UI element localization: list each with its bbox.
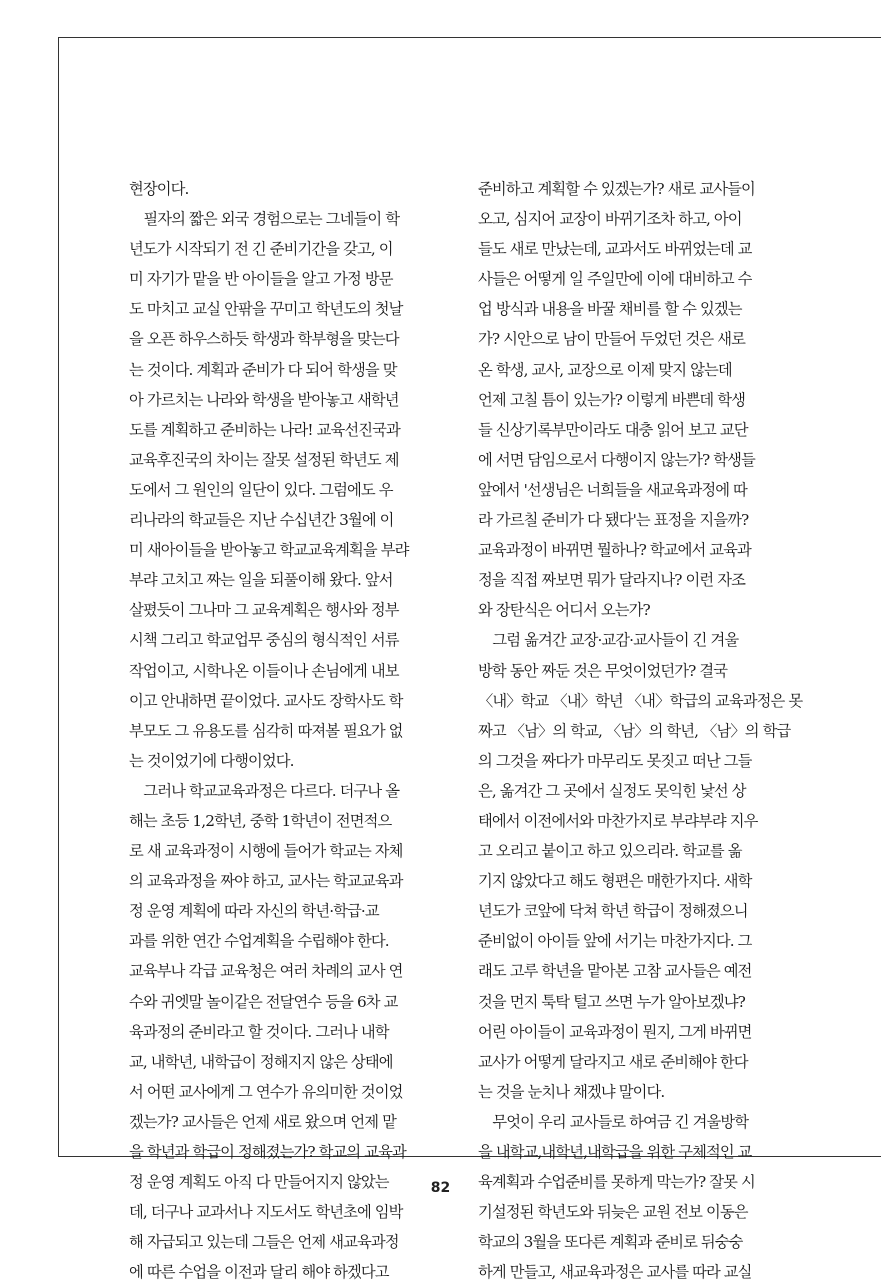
text-line: 아 가르치는 나라와 학생을 받아놓고 새학년	[129, 390, 399, 409]
text-line: 년도가 코앞에 닥쳐 학년 학급이 정해졌으니	[478, 902, 748, 921]
text-line: 〈내〉학교 〈내〉학년 〈내〉학급의 교육과정은 못	[478, 691, 803, 710]
text-line: 방학 동안 짜둔 것은 무엇이었던가? 결국	[478, 661, 728, 680]
text-line: 교육과정이 바뀌면 뭘하나? 학교에서 교육과	[478, 541, 751, 560]
text-line: 년도가 시작되기 전 긴 준비기간을 갖고, 이	[129, 240, 393, 259]
text-line: 앞에서 '선생님은 너희들을 새교육과정에 따	[478, 480, 747, 499]
text-line: 어린 아이들이 교육과정이 뭔지, 그게 바뀌면	[478, 1022, 752, 1041]
text-line: 는 것이다. 계획과 준비가 다 되어 학생을 맞	[129, 360, 397, 379]
text-line: 살폈듯이 그나마 그 교육계획은 행사와 정부	[129, 601, 399, 620]
text-line: 는 것이었기에 다행이었다.	[129, 751, 294, 770]
text-line: 정 운영 계획에 따라 자신의 학년·학급·교	[129, 902, 379, 921]
text-line: 무엇이 우리 교사들로 하여금 긴 겨울방학	[478, 1112, 749, 1131]
text-line: 와 장탄식은 어디서 오는가?	[478, 601, 650, 620]
text-line: 과를 위한 연간 수업계획을 수립해야 한다.	[129, 932, 389, 951]
text-line: 정 운영 계획도 아직 다 만들어지지 않았는	[129, 1173, 389, 1192]
text-line: 고 오리고 붙이고 하고 있으리라. 학교를 옮	[478, 842, 742, 861]
left-text-column	[129, 174, 484, 1287]
text-line: 온 학생, 교사, 교장으로 이제 맞지 않는데	[478, 360, 732, 379]
text-line: 은, 옮겨간 그 곳에서 실정도 못익힌 낯선 상	[478, 781, 746, 800]
text-line: 기설정된 학년도와 뒤늦은 교원 전보 이동은	[478, 1203, 748, 1222]
text-line: 수와 귀엣말 놀이같은 전달연수 등을 6차 교	[129, 992, 398, 1011]
text-line: 을 학년과 학급이 정해졌는가? 학교의 교육과	[129, 1143, 406, 1161]
text-line: 이고 안내하면 끝이었다. 교사도 장학사도 학	[129, 691, 403, 710]
text-line: 겠는가? 교사들은 언제 새로 왔으며 언제 맡	[129, 1112, 396, 1131]
text-line: 을 오픈 하우스하듯 학생과 학부형을 맞는다	[129, 330, 399, 349]
text-line: 작업이고, 시학나온 이들이나 손님에게 내보	[129, 661, 399, 680]
text-line: 필자의 짧은 외국 경험으로는 그네들이 학	[129, 210, 400, 229]
text-line: 해는 초등 1,2학년, 중학 1학년이 전면적으	[129, 811, 392, 830]
text-line: 언제 고칠 틈이 있는가? 이렇게 바쁜데 학생	[478, 390, 745, 409]
text-line: 기지 않았다고 해도 형편은 매한가지다. 새학	[478, 872, 752, 891]
text-line: 해 자급되고 있는데 그들은 언제 새교육과정	[129, 1233, 399, 1252]
text-line: 그럼 옮겨간 교장·교감·교사들이 긴 겨울	[478, 631, 739, 650]
text-line: 가? 시안으로 남이 만들어 두었던 것은 새로	[478, 330, 745, 349]
text-line: 에 서면 담임으로서 다행이지 않는가? 학생들	[478, 450, 755, 469]
top-border-rule	[58, 37, 881, 38]
text-line: 것을 먼지 툭탁 털고 쓰면 누가 알아보겠냐?	[478, 992, 745, 1011]
text-line: 도에서 그 원인의 일단이 있다. 그럼에도 우	[129, 480, 393, 499]
text-line: 래도 고루 학년을 맡아본 고참 교사들은 예전	[478, 962, 752, 981]
text-line: 업 방식과 내용을 바꿀 채비를 할 수 있겠는	[478, 300, 742, 319]
text-line: 짜고 〈남〉의 학교, 〈남〉의 학년, 〈남〉의 학급	[478, 721, 791, 740]
text-line: 학교의 3월을 또다른 계획과 준비로 뒤숭숭	[478, 1233, 743, 1252]
text-line: 시책 그리고 학교업무 중심의 형식적인 서류	[129, 631, 399, 650]
text-line: 미 자기가 맡을 반 아이들을 알고 가정 방문	[129, 270, 393, 289]
text-line: 현장이다.	[129, 180, 189, 198]
text-line: 에 따른 수업을 이전과 달리 해야 하겠다고	[129, 1263, 389, 1282]
text-line: 교, 내학년, 내학급이 정해지지 않은 상태에	[129, 1052, 393, 1071]
text-line: 교육후진국의 차이는 잘못 설정된 학년도 제	[129, 450, 399, 469]
text-line: 준비하고 계획할 수 있겠는가? 새로 교사들이	[478, 180, 755, 198]
text-line: 의 그것을 짜다가 마무리도 못짓고 떠난 그들	[478, 751, 752, 770]
right-text-column	[478, 174, 836, 1287]
text-line: 의 교육과정을 짜야 하고, 교사는 학교교육과	[129, 872, 403, 891]
text-line: 정을 직접 짜보면 뭐가 달라지나? 이런 자조	[478, 571, 745, 590]
text-line: 준비없이 아이들 앞에 서기는 마찬가지다. 그	[478, 932, 752, 951]
text-line: 데, 더구나 교과서나 지도서도 학년초에 임박	[129, 1203, 403, 1222]
text-line: 들 신상기록부만이라도 대충 읽어 보고 교단	[478, 420, 748, 439]
text-line: 도를 계획하고 준비하는 나라! 교육선진국과	[129, 420, 400, 439]
page-number: 82	[430, 1180, 451, 1196]
text-line: 오고, 심지어 교장이 바뀌기조차 하고, 아이	[478, 210, 742, 229]
text-line: 교육부나 각급 교육청은 여러 차례의 교사 연	[129, 962, 403, 981]
text-line: 리나라의 학교들은 지난 수십년간 3월에 이	[129, 511, 394, 530]
text-line: 들도 새로 만났는데, 교과서도 바뀌었는데 교	[478, 240, 752, 259]
text-line: 육계획과 수업준비를 못하게 막는가? 잘못 시	[478, 1173, 755, 1192]
text-line: 부랴 고치고 짜는 일을 되풀이해 왔다. 앞서	[129, 571, 393, 590]
text-line: 는 것을 눈치나 채겠냐 말이다.	[478, 1082, 665, 1101]
text-line: 미 새아이들을 받아놓고 학교교육계획을 부랴	[129, 541, 409, 560]
text-line: 태에서 이전에서와 마찬가지로 부랴부랴 지우	[478, 811, 758, 830]
text-line: 부모도 그 유용도를 심각히 따져볼 필요가 없	[129, 721, 403, 740]
text-line: 사들은 어떻게 일 주일만에 이에 대비하고 수	[478, 270, 752, 289]
text-line: 육과정의 준비라고 할 것이다. 그러나 내학	[129, 1022, 389, 1041]
text-line: 라 가르칠 준비가 다 됐다'는 표정을 지을까?	[478, 511, 749, 530]
text-line: 그러나 학교교육과정은 다르다. 더구나 올	[129, 781, 400, 800]
text-line: 도 마치고 교실 안팎을 꾸미고 학년도의 첫날	[129, 300, 403, 319]
text-line: 서 어떤 교사에게 그 연수가 유의미한 것이었	[129, 1082, 403, 1101]
text-line: 교사가 어떻게 달라지고 새로 준비해야 한다	[478, 1052, 748, 1071]
left-border-rule	[58, 37, 59, 1157]
text-line: 하게 만들고, 새교육과정은 교사를 따라 교실	[478, 1263, 752, 1282]
text-line: 을 내학교,내학년,내학급을 위한 구체적인 교	[478, 1143, 752, 1161]
text-line: 로 새 교육과정이 시행에 들어가 학교는 자체	[129, 842, 403, 861]
